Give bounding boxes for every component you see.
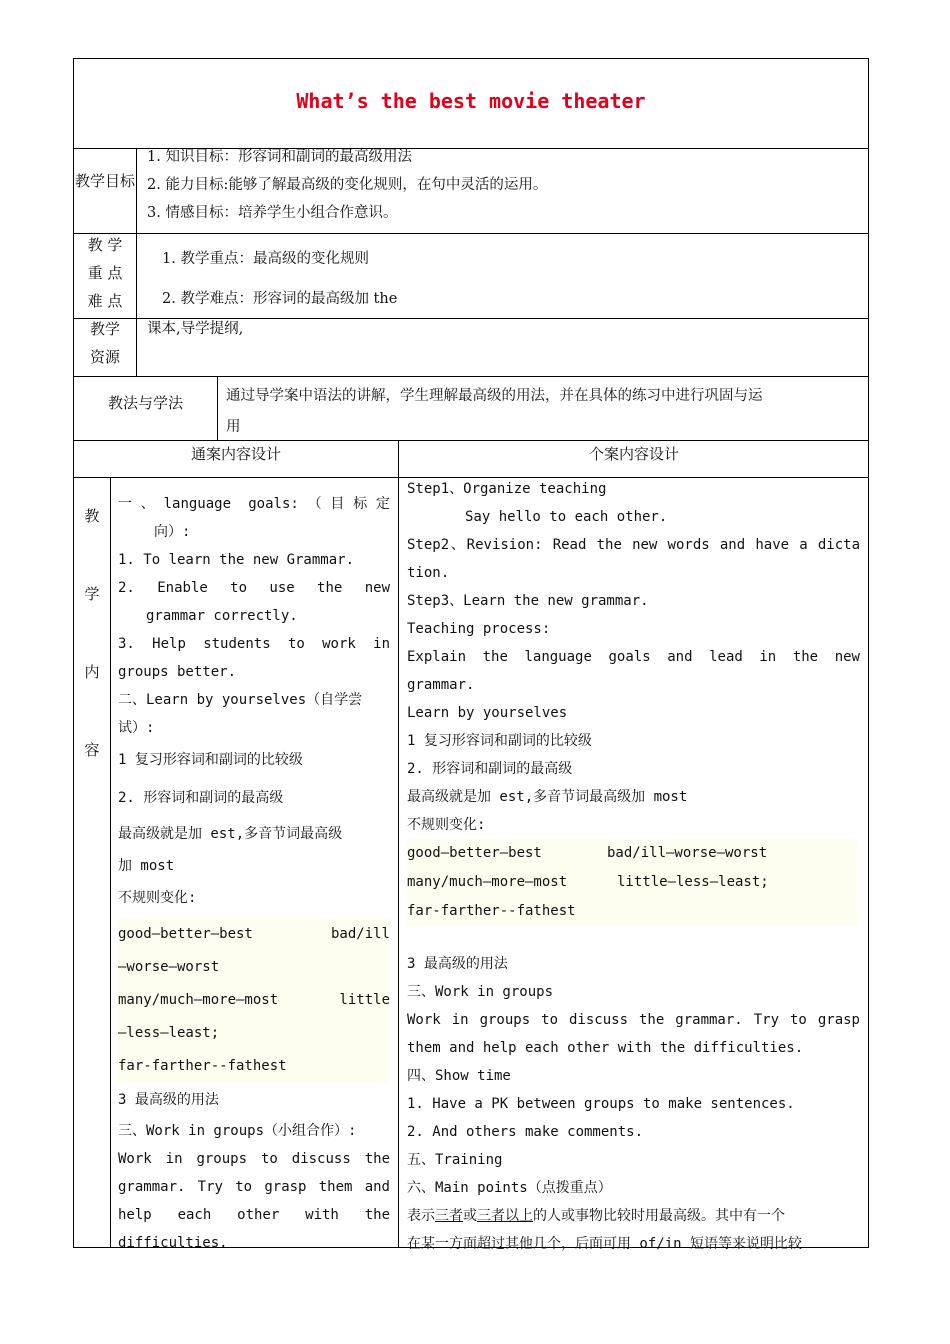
goal-item: 2. Enable to use the new: [118, 580, 390, 596]
lesson-plan-table: [73, 58, 869, 1252]
column-divider: [110, 477, 111, 1248]
common-design-content: 一、language goals:（目标定 向）: 1. To learn the new Grammar. 2. Enable to use the new grammar correctly. 3. Help students to work in groups better. 二、Learn by yourselves（自学尝 试）: 1 复习形容词和副词的比较级 2. 形容词和副词的最高级 最高级就是加 est,多音节词最高级 加 most 不规则变化: good—better—best bad/ill —worse—worst many/much—more—most little —less—least; far-farther--fathest 3 最高级的用法 三、Work in groups（小组合作）: Work in groups to discuss the grammar. Try to grasp them and help each other with the difficulties.: [118, 490, 390, 1257]
objectives-list: [147, 143, 862, 227]
header-common-design: 通案内容设计: [190, 445, 281, 463]
step-item: Step2、Revision: Read the new words and have a dicta: [407, 537, 860, 553]
irregular-forms: good—better—best bad/ill —worse—worst many/much—more—most little —less—least; far-farther--fathest: [118, 918, 390, 1083]
goal-item: 3. Help students to work in: [118, 636, 390, 652]
step-item: Step3、Learn the new grammar.: [407, 593, 649, 609]
key-point-item: 1. 教学重点：最高级的变化规则: [162, 251, 369, 267]
step-item: Step1、Organize teaching: [407, 481, 607, 497]
learn-heading: 二、Learn by yourselves（自学尝: [118, 692, 363, 708]
column-divider: [136, 148, 137, 376]
group-work-heading: 三、Work in groups（小组合作）:: [118, 1123, 357, 1139]
row-divider: [74, 233, 868, 234]
column-divider: [217, 376, 218, 440]
individual-design-content: Step1、Organize teaching Say hello to each other. Step2、Revision: Read the new words and have a dicta tion. Step3、Learn the new grammar. Teaching process: Explain the language goals and lead in the new grammar. Learn by yourselves 1 复习形容词和副词的比较级 2. 形容词和副词的最高级 最高级就是加 est,多音节词最高级加 most 不规则变化: good—better—best bad/ill—worse—worst many/much—more—most little—less—least; far-farther--fathest 3 最高级的用法 三、Work in groups Work in groups to discuss the grammar. Try to grasp them and help each other with the difficulties. 四、Show time 1. Have a PK between groups to make sentences. 2. And others make comments. 五、Training 六、Main points（点拨重点） 表示三者或三者以上的人或事物比较时用最高级。其中有一个 在某一方面超过其他几个，后面可用 of/in 短语等来说明比较: [407, 475, 860, 1258]
header-individual-design: 个案内容设计: [588, 445, 679, 463]
column-divider: [398, 440, 399, 1248]
key-point-item: 2. 教学难点：形容词的最高级加 the: [162, 291, 398, 307]
row-divider: [74, 376, 868, 377]
irregular-forms: good—better—best bad/ill—worse—worst many/much—more—most little—less—least; far-farther--fathest: [407, 839, 857, 926]
objectives-label: 教学目标: [74, 172, 135, 190]
key-points-list: [162, 239, 862, 319]
methods-label: 教法与学法: [107, 394, 183, 412]
key-points-label: 教 学 重 点 难 点: [87, 236, 123, 310]
goals-heading: 一、language goals:（目标定: [118, 496, 390, 512]
resources-label: 教学 资源: [89, 320, 120, 366]
main-point-text: 表示三者或三者以上的人或事物比较时用最高级。其中有一个: [407, 1208, 785, 1224]
resources-text: 课本,导学提纲,: [147, 321, 244, 337]
content-side-label: 教 学 内 容: [84, 507, 100, 759]
objective-item: 3. 情感目标：培养学生小组合作意识。: [147, 205, 398, 221]
methods-text: 通过导学案中语法的讲解，学生理解最高级的用法，并在具体的练习中进行巩固与运 用: [226, 388, 763, 435]
objective-item: 2. 能力目标:能够了解最高级的变化规则，在句中灵活的运用。: [147, 177, 548, 193]
goal-item: 1. To learn the new Grammar.: [118, 552, 355, 568]
objective-item: 1. 知识目标：形容词和副词的最高级用法: [147, 149, 412, 165]
page-title: What’s the best movie theater: [296, 89, 646, 113]
